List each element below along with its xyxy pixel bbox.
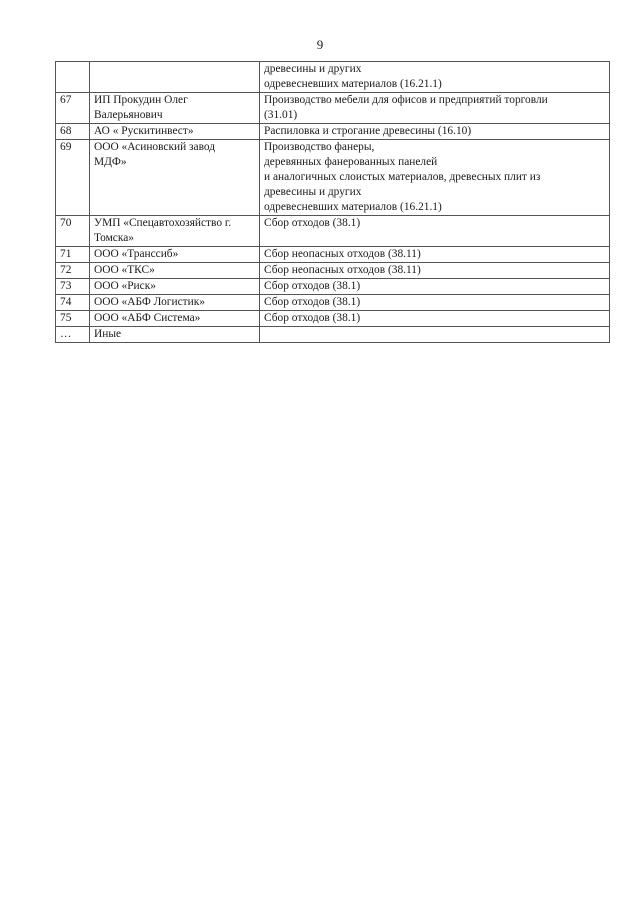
activity-description	[260, 327, 610, 343]
table-row	[56, 327, 610, 343]
organization-name: ООО «АБФ Логистик»	[90, 295, 260, 311]
table-row	[56, 295, 610, 311]
table-row	[56, 311, 610, 327]
activity-description: Сбор отходов (38.1)	[260, 295, 610, 311]
page-number: 9	[316, 37, 324, 52]
activity-description: Производство мебели для офисов и предприятий торговли (31.01)	[260, 93, 610, 124]
row-number: …	[56, 327, 90, 343]
activity-description: Сбор неопасных отходов (38.11)	[260, 247, 610, 263]
activity-description: Сбор неопасных отходов (38.11)	[260, 263, 610, 279]
table-row	[56, 124, 610, 140]
table-row	[56, 247, 610, 263]
row-number: 73	[56, 279, 90, 295]
activity-description: Распиловка и строгание древесины (16.10)	[260, 124, 610, 140]
row-number: 75	[56, 311, 90, 327]
row-number: 72	[56, 263, 90, 279]
row-number: 74	[56, 295, 90, 311]
table-row	[56, 140, 610, 216]
organization-name: ООО «АБФ Система»	[90, 311, 260, 327]
table-row	[56, 263, 610, 279]
activity-description: Сбор отходов (38.1)	[260, 311, 610, 327]
table-row	[56, 93, 610, 124]
activity-description: Сбор отходов (38.1)	[260, 216, 610, 247]
row-number: 70	[56, 216, 90, 247]
table-row	[56, 62, 610, 93]
row-number: 71	[56, 247, 90, 263]
activity-description: древесины и других одревесневших материалов (16.21.1)	[260, 62, 610, 93]
organization-name: ООО «Транссиб»	[90, 247, 260, 263]
activity-description: Производство фанеры, деревянных фанерованных панелей и аналогичных слоистых материалов, древесных плит из древесины и других одревесневших материалов (16.21.1)	[260, 140, 610, 216]
organizations-table	[55, 61, 610, 343]
row-number: 67	[56, 93, 90, 124]
organization-name: Иные	[90, 327, 260, 343]
row-number	[56, 62, 90, 93]
organization-name: УМП «Спецавтохозяйство г. Томска»	[90, 216, 260, 247]
organization-name: АО « Рускитинвест»	[90, 124, 260, 140]
table-row	[56, 216, 610, 247]
organization-name: ООО «Асиновский завод МДФ»	[90, 140, 260, 216]
organization-name: ИП Прокудин Олег Валерьянович	[90, 93, 260, 124]
activity-description: Сбор отходов (38.1)	[260, 279, 610, 295]
organization-name: ООО «ТКС»	[90, 263, 260, 279]
row-number: 68	[56, 124, 90, 140]
table-row	[56, 279, 610, 295]
row-number: 69	[56, 140, 90, 216]
organization-name	[90, 62, 260, 93]
organization-name: ООО «Риск»	[90, 279, 260, 295]
